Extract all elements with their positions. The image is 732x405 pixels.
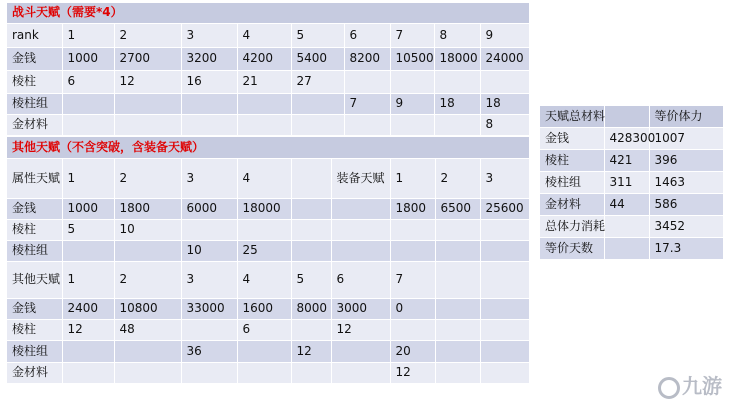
table-cell xyxy=(390,114,434,135)
table-cell xyxy=(435,340,480,362)
table-cell: 金钱 xyxy=(7,298,62,319)
table-cell: 12 xyxy=(291,340,331,362)
table-cell xyxy=(114,362,181,383)
table-cell: 17.3 xyxy=(649,237,723,259)
other-talent-table xyxy=(7,137,530,384)
table-cell: 2 xyxy=(435,158,480,198)
table-cell: 金钱 xyxy=(7,47,62,70)
table-cell xyxy=(62,362,114,383)
table-row xyxy=(7,340,529,362)
table-cell: 5 xyxy=(291,23,344,47)
table-cell xyxy=(291,362,331,383)
table-cell xyxy=(291,198,331,219)
table-cell xyxy=(114,93,181,114)
table-cell xyxy=(114,340,181,362)
table-cell: 1000 xyxy=(62,47,114,70)
table-cell: 36 xyxy=(181,340,237,362)
table-cell xyxy=(390,240,435,261)
table-cell: rank xyxy=(7,23,62,47)
table-cell xyxy=(480,340,529,362)
table-cell: 1 xyxy=(62,23,114,47)
table-row xyxy=(7,3,529,23)
table-cell: 18000 xyxy=(434,47,480,70)
table-row xyxy=(7,219,529,240)
table-cell: 2 xyxy=(114,261,181,298)
table-row xyxy=(7,261,529,298)
table-cell xyxy=(114,240,181,261)
table-cell: 25 xyxy=(237,240,291,261)
table-cell: 12 xyxy=(331,319,390,340)
table-cell xyxy=(62,93,114,114)
table-cell: 属性天赋 xyxy=(7,158,62,198)
table-row xyxy=(540,193,723,215)
table-cell: 6 xyxy=(237,319,291,340)
table-cell: 1800 xyxy=(390,198,435,219)
table-cell: 18 xyxy=(434,93,480,114)
table-cell xyxy=(344,70,390,93)
table-cell: 棱柱 xyxy=(7,219,62,240)
table-cell: 3 xyxy=(181,261,237,298)
table-cell: 2400 xyxy=(62,298,114,319)
table-cell: 9 xyxy=(480,23,529,47)
table-cell xyxy=(237,114,291,135)
table-row xyxy=(7,23,529,47)
table-cell: 其他天赋 xyxy=(7,261,62,298)
table-cell xyxy=(434,114,480,135)
table-cell xyxy=(62,340,114,362)
table-cell: 棱柱组 xyxy=(7,340,62,362)
table-cell: 4200 xyxy=(237,47,291,70)
table-cell xyxy=(434,70,480,93)
table-cell: 311 xyxy=(604,171,649,193)
table-cell: 1 xyxy=(62,261,114,298)
table-cell: 24000 xyxy=(480,47,529,70)
table-cell: 3000 xyxy=(331,298,390,319)
table-cell xyxy=(181,219,237,240)
table-cell: 396 xyxy=(649,149,723,171)
table-row xyxy=(540,215,723,237)
table-cell xyxy=(331,362,390,383)
table-row xyxy=(7,298,529,319)
watermark-logo xyxy=(658,370,722,399)
table-cell: 8000 xyxy=(291,298,331,319)
table-row xyxy=(540,171,723,193)
table-cell: 1 xyxy=(62,158,114,198)
table-cell: 10800 xyxy=(114,298,181,319)
table-cell: 428300 xyxy=(604,127,649,149)
table-cell: 1007 xyxy=(649,127,723,149)
table-cell: 装备天赋 xyxy=(331,158,390,198)
table-row xyxy=(7,114,529,135)
table-cell: 金材料 xyxy=(7,362,62,383)
table-cell: 12 xyxy=(62,319,114,340)
table-cell: 18000 xyxy=(237,198,291,219)
table-cell: 4 xyxy=(237,23,291,47)
table-cell xyxy=(237,340,291,362)
table-cell xyxy=(291,114,344,135)
table-cell: 5 xyxy=(62,219,114,240)
table-cell: 5 xyxy=(291,261,331,298)
table-row xyxy=(7,70,529,93)
table-cell xyxy=(331,198,390,219)
table-cell: 10 xyxy=(181,240,237,261)
table-cell: 10500 xyxy=(390,47,434,70)
table-row xyxy=(7,319,529,340)
table-cell xyxy=(480,362,529,383)
table-cell xyxy=(390,319,435,340)
table-cell: 7 xyxy=(344,93,390,114)
table-cell xyxy=(435,240,480,261)
table-cell: 12 xyxy=(114,70,181,93)
table-cell: 3452 xyxy=(649,215,723,237)
table-cell xyxy=(181,319,237,340)
table-row xyxy=(7,158,529,198)
table-title: 其他天赋（不含突破，含装备天赋） xyxy=(7,137,529,158)
table-row xyxy=(540,149,723,171)
table-cell: 6 xyxy=(331,261,390,298)
table-row xyxy=(540,106,723,127)
table-row xyxy=(7,93,529,114)
table-cell: 2700 xyxy=(114,47,181,70)
table-cell: 等价天数 xyxy=(540,237,604,259)
table-cell: 3 xyxy=(181,158,237,198)
table-row xyxy=(540,127,723,149)
table-cell xyxy=(291,93,344,114)
table-cell xyxy=(237,93,291,114)
table-cell xyxy=(181,93,237,114)
table-row xyxy=(7,198,529,219)
table-cell xyxy=(604,237,649,259)
table-cell: 1600 xyxy=(237,298,291,319)
table-cell xyxy=(480,261,529,298)
table-row xyxy=(7,137,529,158)
table-cell xyxy=(480,319,529,340)
table-cell: 6000 xyxy=(181,198,237,219)
table-cell xyxy=(237,362,291,383)
table-cell: 2 xyxy=(114,23,181,47)
table-cell: 金钱 xyxy=(540,127,604,149)
logo-icon xyxy=(658,377,680,399)
table-cell: 27 xyxy=(291,70,344,93)
table-cell: 棱柱组 xyxy=(7,240,62,261)
table-cell: 8200 xyxy=(344,47,390,70)
table-cell xyxy=(435,298,480,319)
table-cell: 20 xyxy=(390,340,435,362)
table-cell: 586 xyxy=(649,193,723,215)
table-cell: 棱柱 xyxy=(540,149,604,171)
table-cell: 25600 xyxy=(480,198,529,219)
table-row xyxy=(540,237,723,259)
table-cell: 0 xyxy=(390,298,435,319)
table-cell xyxy=(237,219,291,240)
table-cell: 棱柱 xyxy=(7,70,62,93)
table-cell xyxy=(181,114,237,135)
table-cell xyxy=(331,340,390,362)
table-cell: 10 xyxy=(114,219,181,240)
table-cell: 5400 xyxy=(291,47,344,70)
table-cell: 金钱 xyxy=(7,198,62,219)
table-cell xyxy=(390,219,435,240)
table-cell: 16 xyxy=(181,70,237,93)
table-row xyxy=(7,47,529,70)
table-cell xyxy=(291,219,331,240)
table-cell: 7 xyxy=(390,261,435,298)
table-cell xyxy=(291,240,331,261)
table-cell xyxy=(181,362,237,383)
table-cell: 33000 xyxy=(181,298,237,319)
table-cell xyxy=(62,114,114,135)
table-row xyxy=(7,362,529,383)
table-cell xyxy=(604,106,649,127)
table-cell xyxy=(390,70,434,93)
table-cell: 421 xyxy=(604,149,649,171)
table-cell xyxy=(291,158,331,198)
table-cell: 8 xyxy=(434,23,480,47)
table-cell: 9 xyxy=(390,93,434,114)
table-cell: 3200 xyxy=(181,47,237,70)
table-cell: 金材料 xyxy=(540,193,604,215)
table-cell xyxy=(331,219,390,240)
table-cell xyxy=(435,261,480,298)
table-cell: 3 xyxy=(480,158,529,198)
table-cell: 金材料 xyxy=(7,114,62,135)
watermark-text: 九游 xyxy=(682,374,722,398)
table-cell: 1000 xyxy=(62,198,114,219)
table-cell: 7 xyxy=(390,23,434,47)
table-cell xyxy=(435,362,480,383)
table-cell: 等价体力 xyxy=(649,106,723,127)
table-cell: 44 xyxy=(604,193,649,215)
table-cell: 1800 xyxy=(114,198,181,219)
table-cell: 8 xyxy=(480,114,529,135)
talent-total-table xyxy=(540,106,724,260)
table-cell: 1463 xyxy=(649,171,723,193)
table-cell xyxy=(480,240,529,261)
table-cell xyxy=(604,215,649,237)
table-cell xyxy=(331,240,390,261)
table-cell: 18 xyxy=(480,93,529,114)
table-cell: 2 xyxy=(114,158,181,198)
table-cell: 棱柱组 xyxy=(7,93,62,114)
table-cell: 4 xyxy=(237,261,291,298)
table-cell xyxy=(291,319,331,340)
table-title: 战斗天赋（需要*4） xyxy=(7,3,529,23)
battle-talent-table xyxy=(7,3,530,136)
table-cell: 6 xyxy=(344,23,390,47)
table-cell: 1 xyxy=(390,158,435,198)
table-cell xyxy=(480,298,529,319)
table-cell xyxy=(435,319,480,340)
table-cell: 3 xyxy=(181,23,237,47)
table-cell xyxy=(480,70,529,93)
table-cell: 总体力消耗 xyxy=(540,215,604,237)
table-cell: 12 xyxy=(390,362,435,383)
table-cell xyxy=(114,114,181,135)
table-cell: 4 xyxy=(237,158,291,198)
table-cell xyxy=(435,219,480,240)
table-cell: 21 xyxy=(237,70,291,93)
table-cell: 48 xyxy=(114,319,181,340)
table-cell: 棱柱组 xyxy=(540,171,604,193)
table-row xyxy=(7,240,529,261)
table-cell: 6500 xyxy=(435,198,480,219)
table-cell: 天赋总材料 xyxy=(540,106,604,127)
table-cell xyxy=(62,240,114,261)
table-cell: 棱柱 xyxy=(7,319,62,340)
table-cell xyxy=(344,114,390,135)
table-cell xyxy=(480,219,529,240)
table-cell: 6 xyxy=(62,70,114,93)
